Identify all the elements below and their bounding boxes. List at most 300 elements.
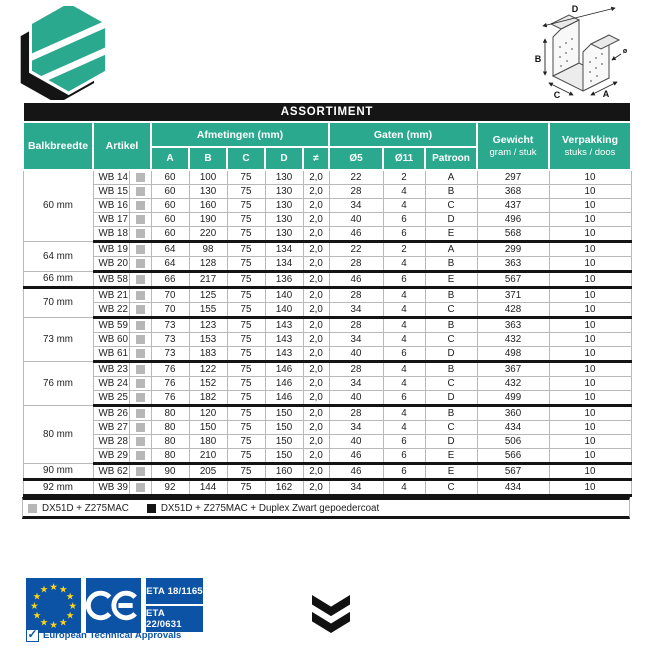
artikel-cell: WB 29 — [93, 449, 129, 464]
swatch-cell — [129, 242, 151, 257]
value-cell: 73 — [151, 347, 189, 362]
dim-label-b: B — [534, 54, 542, 64]
value-cell: 2,0 — [303, 464, 329, 480]
swatch-cell — [129, 288, 151, 303]
value-cell: 6 — [383, 391, 425, 406]
value-cell: 76 — [151, 362, 189, 377]
scroll-down-indicator — [309, 595, 353, 638]
value-cell: 2,0 — [303, 242, 329, 257]
material-swatch-icon — [136, 215, 145, 224]
material-swatch-icon — [136, 259, 145, 268]
value-cell: 150 — [265, 421, 303, 435]
artikel-cell: WB 59 — [93, 318, 129, 333]
value-cell: 434 — [477, 421, 549, 435]
gray-swatch-icon — [28, 504, 37, 513]
material-swatch-icon — [136, 483, 145, 492]
value-cell: 2,0 — [303, 347, 329, 362]
col-header-o5: Ø5 — [329, 147, 383, 170]
balkbreedte-cell: 76 mm — [23, 362, 93, 406]
swatch-cell — [129, 435, 151, 449]
value-cell: 4 — [383, 318, 425, 333]
table-row — [23, 272, 631, 288]
value-cell: 2,0 — [303, 362, 329, 377]
value-cell: 60 — [151, 227, 189, 242]
material-swatch-icon — [136, 423, 145, 432]
swatch-cell — [129, 199, 151, 213]
value-cell: 64 — [151, 242, 189, 257]
value-cell: 2,0 — [303, 449, 329, 464]
artikel-cell: WB 60 — [93, 333, 129, 347]
value-cell: 2,0 — [303, 288, 329, 303]
value-cell: D — [425, 213, 477, 227]
value-cell: 363 — [477, 257, 549, 272]
value-cell: 2,0 — [303, 303, 329, 318]
swatch-cell — [129, 406, 151, 421]
value-cell: C — [425, 333, 477, 347]
value-cell: 130 — [265, 213, 303, 227]
value-cell: 368 — [477, 185, 549, 199]
value-cell: B — [425, 318, 477, 333]
material-swatch-icon — [136, 275, 145, 284]
value-cell: 123 — [189, 318, 227, 333]
table-row — [23, 257, 631, 272]
value-cell: 75 — [227, 435, 265, 449]
value-cell: 150 — [265, 449, 303, 464]
artikel-cell: WB 21 — [93, 288, 129, 303]
value-cell: 2 — [383, 242, 425, 257]
value-cell: 432 — [477, 377, 549, 391]
value-cell: 40 — [329, 347, 383, 362]
value-cell: 70 — [151, 288, 189, 303]
table-row — [23, 421, 631, 435]
eta-badge: ETA 18/1165 — [146, 578, 203, 604]
value-cell: 92 — [151, 480, 189, 496]
table-row — [23, 213, 631, 227]
value-cell: 60 — [151, 213, 189, 227]
value-cell: 143 — [265, 318, 303, 333]
value-cell: 40 — [329, 435, 383, 449]
swatch-cell — [129, 362, 151, 377]
artikel-cell: WB 18 — [93, 227, 129, 242]
value-cell: 75 — [227, 272, 265, 288]
value-cell: 190 — [189, 213, 227, 227]
joist-hanger-diagram — [516, 2, 646, 102]
artikel-cell: WB 22 — [93, 303, 129, 318]
dim-label-c: C — [553, 90, 561, 100]
balkbreedte-cell: 90 mm — [23, 464, 93, 480]
balkbreedte-cell: 60 mm — [23, 170, 93, 242]
value-cell: 153 — [189, 333, 227, 347]
legend-label: DX51D + Z275MAC + Duplex Zwart gepoedercoat — [160, 502, 380, 514]
swatch-cell — [129, 318, 151, 333]
value-cell: 506 — [477, 435, 549, 449]
value-cell: 2,0 — [303, 391, 329, 406]
value-cell: C — [425, 377, 477, 391]
svg-text:★: ★ — [49, 620, 58, 631]
table-row — [23, 242, 631, 257]
value-cell: 210 — [189, 449, 227, 464]
value-cell: 34 — [329, 421, 383, 435]
value-cell: A — [425, 170, 477, 185]
col-header-o11: Ø11 — [383, 147, 425, 170]
value-cell: B — [425, 362, 477, 377]
value-cell: 128 — [189, 257, 227, 272]
value-cell: 134 — [265, 257, 303, 272]
material-swatch-icon — [136, 335, 145, 344]
value-cell: B — [425, 185, 477, 199]
col-header-afmetingen: Afmetingen (mm) — [151, 122, 329, 147]
value-cell: 150 — [265, 435, 303, 449]
value-cell: 150 — [189, 421, 227, 435]
table-row — [23, 227, 631, 242]
value-cell: 155 — [189, 303, 227, 318]
balkbreedte-cell: 66 mm — [23, 272, 93, 288]
value-cell: 90 — [151, 464, 189, 480]
table-row — [23, 318, 631, 333]
value-cell: 75 — [227, 227, 265, 242]
swatch-cell — [129, 464, 151, 480]
value-cell: 4 — [383, 377, 425, 391]
value-cell: C — [425, 421, 477, 435]
value-cell: 34 — [329, 480, 383, 496]
col-header-thickness: ≠ — [303, 147, 329, 170]
value-cell: C — [425, 480, 477, 496]
swatch-cell — [129, 170, 151, 185]
value-cell: 10 — [549, 242, 631, 257]
value-cell: 4 — [383, 480, 425, 496]
value-cell: 566 — [477, 449, 549, 464]
svg-text:★: ★ — [68, 600, 77, 611]
value-cell: 75 — [227, 303, 265, 318]
value-cell: 134 — [265, 242, 303, 257]
value-cell: 40 — [329, 391, 383, 406]
value-cell: 98 — [189, 242, 227, 257]
value-cell: 10 — [549, 272, 631, 288]
value-cell: 46 — [329, 272, 383, 288]
value-cell: E — [425, 464, 477, 480]
swatch-cell — [129, 257, 151, 272]
value-cell: 428 — [477, 303, 549, 318]
value-cell: 40 — [329, 213, 383, 227]
col-header-gewicht — [477, 122, 549, 170]
value-cell: 28 — [329, 185, 383, 199]
table-row — [23, 480, 631, 496]
value-cell: 10 — [549, 199, 631, 213]
value-cell: B — [425, 288, 477, 303]
value-cell: E — [425, 227, 477, 242]
value-cell: 434 — [477, 480, 549, 496]
value-cell: 130 — [265, 170, 303, 185]
assortment-table — [22, 103, 630, 519]
value-cell: 10 — [549, 288, 631, 303]
value-cell: 34 — [329, 199, 383, 213]
verpakking-unit: stuks / doos — [564, 147, 616, 158]
value-cell: B — [425, 257, 477, 272]
material-swatch-icon — [136, 393, 145, 402]
swatch-cell — [129, 185, 151, 199]
col-header-a: A — [151, 147, 189, 170]
value-cell: 6 — [383, 227, 425, 242]
value-cell: 10 — [549, 377, 631, 391]
value-cell: 75 — [227, 257, 265, 272]
value-cell: 75 — [227, 377, 265, 391]
value-cell: 183 — [189, 347, 227, 362]
table-row — [23, 377, 631, 391]
value-cell: 10 — [549, 333, 631, 347]
value-cell: 2,0 — [303, 377, 329, 391]
product-table — [22, 103, 632, 497]
value-cell: 60 — [151, 170, 189, 185]
balkbreedte-cell: 64 mm — [23, 242, 93, 272]
value-cell: 10 — [549, 449, 631, 464]
value-cell: 10 — [549, 362, 631, 377]
technical-approvals-note — [26, 629, 181, 642]
value-cell: 75 — [227, 449, 265, 464]
material-swatch-icon — [136, 409, 145, 418]
value-cell: 28 — [329, 288, 383, 303]
swatch-cell — [129, 272, 151, 288]
value-cell: 75 — [227, 362, 265, 377]
value-cell: 10 — [549, 406, 631, 421]
value-cell: 150 — [265, 406, 303, 421]
value-cell: 496 — [477, 213, 549, 227]
value-cell: 125 — [189, 288, 227, 303]
value-cell: 4 — [383, 406, 425, 421]
value-cell: 6 — [383, 435, 425, 449]
value-cell: D — [425, 435, 477, 449]
value-cell: 60 — [151, 199, 189, 213]
material-swatch-icon — [136, 451, 145, 460]
hexagon-logo-icon — [10, 6, 116, 100]
table-row — [23, 288, 631, 303]
swatch-cell — [129, 213, 151, 227]
value-cell: 297 — [477, 170, 549, 185]
legend-label: DX51D + Z275MAC — [42, 502, 129, 514]
swatch-cell — [129, 303, 151, 318]
value-cell: 10 — [549, 391, 631, 406]
value-cell: 130 — [265, 227, 303, 242]
value-cell: 80 — [151, 406, 189, 421]
table-row — [23, 333, 631, 347]
value-cell: 100 — [189, 170, 227, 185]
balkbreedte-cell: 70 mm — [23, 288, 93, 318]
artikel-cell: WB 61 — [93, 347, 129, 362]
value-cell: 60 — [151, 185, 189, 199]
value-cell: 2,0 — [303, 227, 329, 242]
value-cell: 34 — [329, 333, 383, 347]
value-cell: 10 — [549, 347, 631, 362]
swatch-cell — [129, 449, 151, 464]
value-cell: 299 — [477, 242, 549, 257]
svg-text:★: ★ — [30, 600, 39, 611]
artikel-cell: WB 26 — [93, 406, 129, 421]
value-cell: 10 — [549, 170, 631, 185]
value-cell: 130 — [265, 185, 303, 199]
balkbreedte-cell: 73 mm — [23, 318, 93, 362]
value-cell: 122 — [189, 362, 227, 377]
value-cell: 10 — [549, 435, 631, 449]
value-cell: 217 — [189, 272, 227, 288]
dim-label-a: A — [602, 89, 610, 99]
balkbreedte-cell: 92 mm — [23, 480, 93, 496]
material-swatch-icon — [136, 173, 145, 182]
value-cell: 10 — [549, 421, 631, 435]
gewicht-unit: gram / stuk — [489, 147, 537, 158]
value-cell: 2,0 — [303, 213, 329, 227]
legend-item — [28, 503, 129, 514]
artikel-cell: WB 24 — [93, 377, 129, 391]
artikel-cell: WB 27 — [93, 421, 129, 435]
value-cell: 2,0 — [303, 170, 329, 185]
value-cell: 73 — [151, 333, 189, 347]
value-cell: 567 — [477, 272, 549, 288]
value-cell: 146 — [265, 391, 303, 406]
svg-text:★: ★ — [32, 591, 42, 602]
artikel-cell: WB 16 — [93, 199, 129, 213]
value-cell: 4 — [383, 199, 425, 213]
value-cell: 10 — [549, 318, 631, 333]
material-swatch-icon — [136, 349, 145, 358]
value-cell: 73 — [151, 318, 189, 333]
svg-text:★: ★ — [32, 610, 42, 621]
col-header-patroon: Patroon — [425, 147, 477, 170]
balkbreedte-cell: 80 mm — [23, 406, 93, 464]
table-row — [23, 391, 631, 406]
double-chevron-down-icon — [309, 595, 353, 633]
verpakking-label: Verpakking — [561, 134, 619, 146]
value-cell: 22 — [329, 170, 383, 185]
value-cell: 75 — [227, 406, 265, 421]
value-cell: 10 — [549, 227, 631, 242]
table-row — [23, 199, 631, 213]
value-cell: 136 — [265, 272, 303, 288]
hexagon-logo — [10, 6, 116, 100]
col-header-verpakking — [549, 122, 631, 170]
svg-text:★: ★ — [58, 584, 68, 595]
value-cell: 371 — [477, 288, 549, 303]
black-swatch-icon — [147, 504, 156, 513]
col-header-gaten: Gaten (mm) — [329, 122, 477, 147]
svg-text:★: ★ — [65, 610, 75, 621]
value-cell: E — [425, 449, 477, 464]
value-cell: 180 — [189, 435, 227, 449]
value-cell: 6 — [383, 464, 425, 480]
value-cell: 143 — [265, 347, 303, 362]
material-swatch-icon — [136, 245, 145, 254]
value-cell: 4 — [383, 303, 425, 318]
value-cell: B — [425, 406, 477, 421]
value-cell: 205 — [189, 464, 227, 480]
artikel-cell: WB 25 — [93, 391, 129, 406]
artikel-cell: WB 20 — [93, 257, 129, 272]
value-cell: 567 — [477, 464, 549, 480]
artikel-cell: WB 15 — [93, 185, 129, 199]
value-cell: 75 — [227, 318, 265, 333]
value-cell: A — [425, 242, 477, 257]
value-cell: 64 — [151, 257, 189, 272]
artikel-cell: WB 39 — [93, 480, 129, 496]
value-cell: D — [425, 391, 477, 406]
value-cell: 4 — [383, 288, 425, 303]
material-swatch-icon — [136, 201, 145, 210]
material-swatch-icon — [136, 365, 145, 374]
value-cell: 144 — [189, 480, 227, 496]
value-cell: 130 — [265, 199, 303, 213]
ce-mark-icon — [86, 578, 141, 633]
artikel-cell: WB 19 — [93, 242, 129, 257]
value-cell: 28 — [329, 406, 383, 421]
legend-item — [147, 503, 379, 514]
table-row — [23, 185, 631, 199]
value-cell: 360 — [477, 406, 549, 421]
value-cell: 76 — [151, 377, 189, 391]
value-cell: D — [425, 347, 477, 362]
table-row — [23, 449, 631, 464]
table-row — [23, 464, 631, 480]
value-cell: 4 — [383, 185, 425, 199]
value-cell: 2,0 — [303, 185, 329, 199]
value-cell: 80 — [151, 421, 189, 435]
value-cell: 143 — [265, 333, 303, 347]
value-cell: 6 — [383, 449, 425, 464]
value-cell: 80 — [151, 435, 189, 449]
value-cell: 66 — [151, 272, 189, 288]
swatch-cell — [129, 227, 151, 242]
value-cell: 75 — [227, 213, 265, 227]
value-cell: 75 — [227, 464, 265, 480]
artikel-cell: WB 14 — [93, 170, 129, 185]
artikel-cell: WB 58 — [93, 272, 129, 288]
value-cell: 46 — [329, 464, 383, 480]
value-cell: 4 — [383, 421, 425, 435]
value-cell: 80 — [151, 449, 189, 464]
value-cell: 2,0 — [303, 480, 329, 496]
value-cell: 220 — [189, 227, 227, 242]
value-cell: 498 — [477, 347, 549, 362]
value-cell: E — [425, 272, 477, 288]
value-cell: 146 — [265, 362, 303, 377]
value-cell: 70 — [151, 303, 189, 318]
eu-flag-icon — [26, 578, 81, 633]
value-cell: 28 — [329, 318, 383, 333]
value-cell: 10 — [549, 303, 631, 318]
value-cell: 2,0 — [303, 435, 329, 449]
value-cell: 2,0 — [303, 421, 329, 435]
svg-text:★: ★ — [58, 617, 68, 628]
material-swatch-icon — [136, 467, 145, 476]
table-row — [23, 406, 631, 421]
checkmark-icon: ✓ — [27, 627, 38, 641]
value-cell: 28 — [329, 257, 383, 272]
artikel-cell: WB 28 — [93, 435, 129, 449]
swatch-cell — [129, 480, 151, 496]
value-cell: 22 — [329, 242, 383, 257]
value-cell: 6 — [383, 213, 425, 227]
value-cell: 75 — [227, 242, 265, 257]
value-cell: 10 — [549, 257, 631, 272]
value-cell: 34 — [329, 303, 383, 318]
artikel-cell: WB 62 — [93, 464, 129, 480]
col-header-balkbreedte: Balkbreedte — [23, 122, 93, 170]
swatch-cell — [129, 391, 151, 406]
col-header-c: C — [227, 147, 265, 170]
gewicht-label: Gewicht — [492, 134, 534, 146]
value-cell: 75 — [227, 333, 265, 347]
value-cell: 152 — [189, 377, 227, 391]
value-cell: 363 — [477, 318, 549, 333]
material-swatch-icon — [136, 291, 145, 300]
value-cell: 75 — [227, 170, 265, 185]
